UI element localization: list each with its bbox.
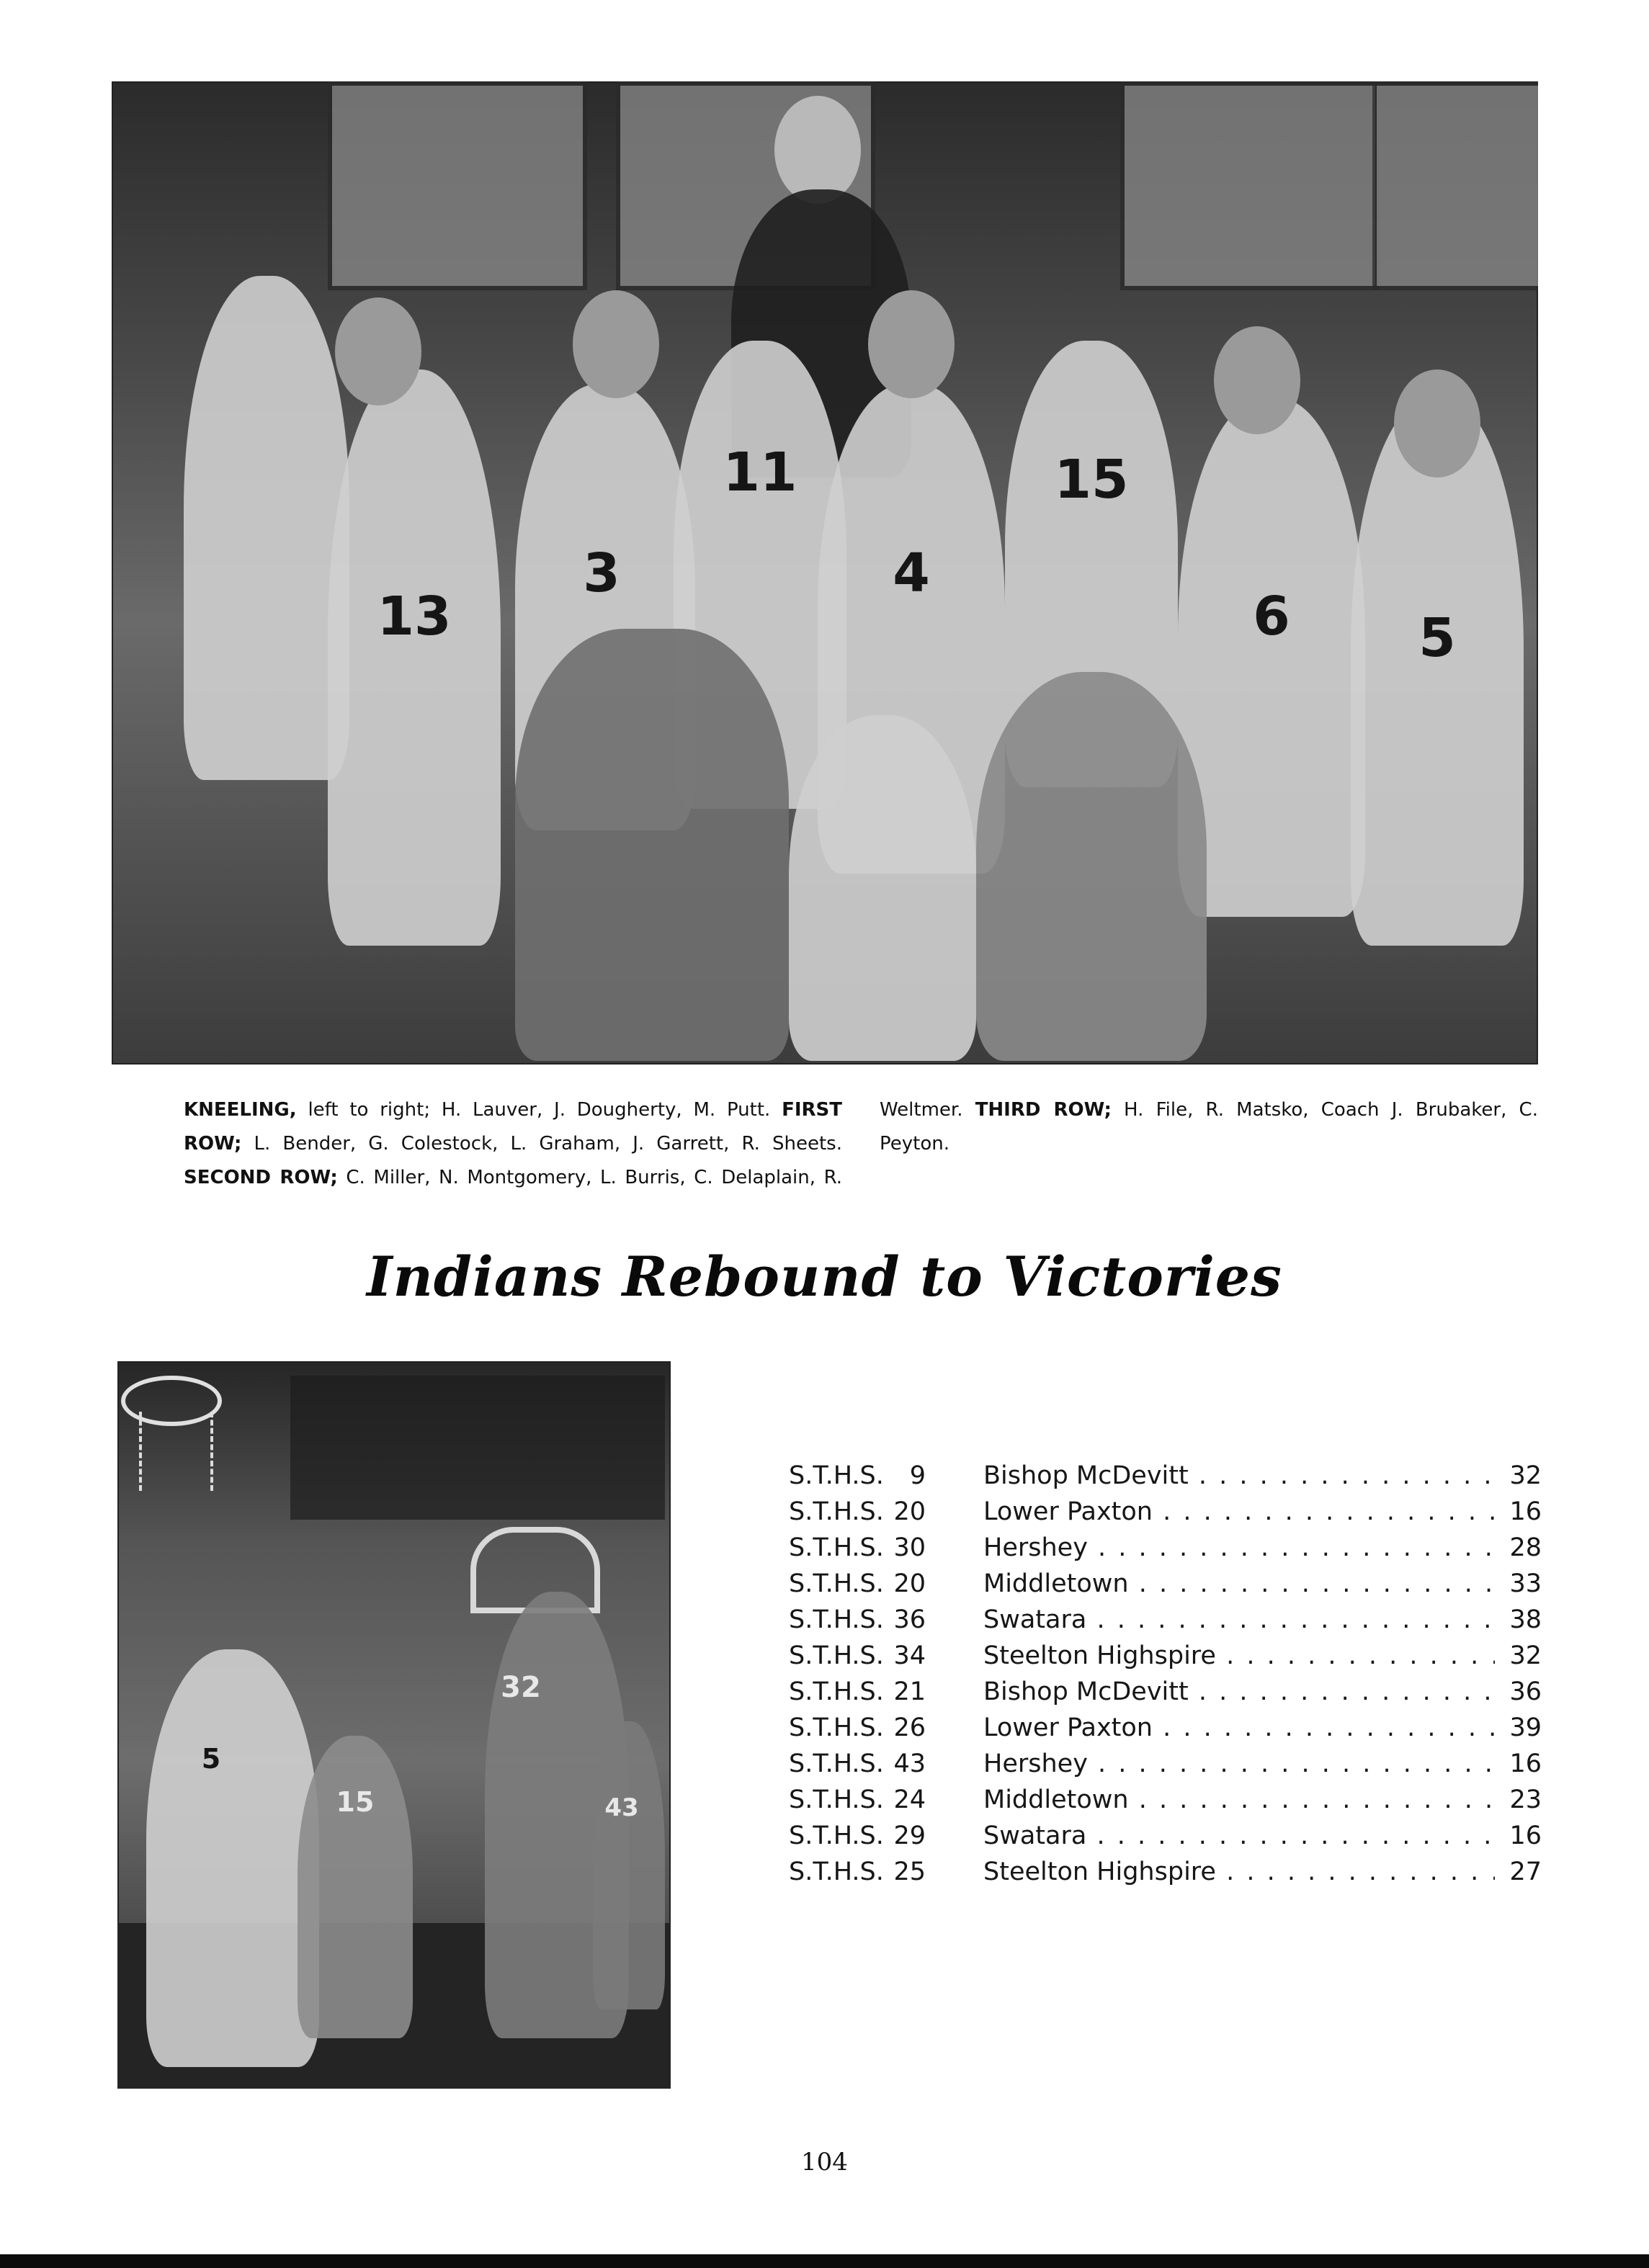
jersey-number: 5 <box>1418 607 1456 669</box>
caption-first-row-text: L. Bender, G. Colestock, L. Graham, J. Garrett, R. Sheets. <box>241 1133 842 1155</box>
caption-second-row-text: C. Miller, N. Montgomery, L. Burris, C. Delaplain, R. Weltmer. <box>337 1099 975 1188</box>
home-team: S.T.H.S. <box>789 1497 884 1526</box>
jersey-number: 6 <box>1253 586 1290 647</box>
opponent-score: 32 <box>1509 1461 1542 1490</box>
team-photo <box>112 81 1538 1064</box>
opponent-score: 28 <box>1509 1533 1542 1562</box>
home-score: 34 <box>893 1641 926 1670</box>
opponent-name: Bishop McDevitt . . . <box>983 1674 1495 1710</box>
home-score: 29 <box>893 1821 926 1850</box>
home-score: 21 <box>893 1677 926 1706</box>
opponent-name: Middletown . . . <box>983 1566 1495 1602</box>
kneeling-player <box>789 715 976 1061</box>
opponent-name: Hershey . . . <box>983 1530 1495 1566</box>
home-score: 43 <box>893 1749 926 1778</box>
jersey-number: 43 <box>604 1793 639 1822</box>
opponent-score: 39 <box>1509 1713 1542 1742</box>
jersey-number: 11 <box>723 442 797 503</box>
score-row <box>789 1638 1542 1674</box>
opponent-name: Lower Paxton . . . <box>983 1494 1495 1530</box>
coach-head <box>774 96 861 204</box>
opponent-score: 38 <box>1509 1605 1542 1634</box>
player-figure <box>146 1649 319 2067</box>
opponent-name: Middletown . . . <box>983 1782 1495 1818</box>
home-team: S.T.H.S. <box>789 1821 884 1850</box>
jersey-number: 4 <box>893 542 930 604</box>
gym-window <box>328 81 587 290</box>
home-score: 36 <box>893 1605 926 1634</box>
opponent-name: Steelton Highspire . . . <box>983 1638 1495 1674</box>
opponent-name: Lower Paxton . . . <box>983 1710 1495 1746</box>
home-team: S.T.H.S. <box>789 1569 884 1598</box>
page-headline: Indians Rebound to Victories <box>367 1245 1282 1309</box>
score-row <box>789 1674 1542 1710</box>
home-team: S.T.H.S. <box>789 1461 884 1490</box>
player-head <box>335 297 421 405</box>
jersey-number: 15 <box>336 1786 375 1818</box>
home-team: S.T.H.S. <box>789 1749 884 1778</box>
opponent-name: Steelton Highspire . . . <box>983 1854 1495 1890</box>
jersey-number: 3 <box>583 542 620 604</box>
caption-third-row-label: THIRD ROW; <box>975 1099 1112 1121</box>
caption-second-row-label: SECOND ROW; <box>184 1167 338 1188</box>
jersey-number: 13 <box>377 586 452 647</box>
basketball-net <box>139 1412 213 1491</box>
player-figure <box>184 276 349 780</box>
season-scores-table <box>789 1458 1542 1890</box>
player-head <box>1394 369 1480 478</box>
score-row <box>789 1566 1542 1602</box>
home-team: S.T.H.S. <box>789 1605 884 1634</box>
player-figure <box>593 1721 665 2009</box>
opponent-score: 33 <box>1509 1569 1542 1598</box>
photo-caption <box>184 1093 1538 1195</box>
opponent-score: 27 <box>1509 1857 1542 1886</box>
jersey-number: 32 <box>501 1671 541 1704</box>
home-score: 20 <box>893 1497 926 1526</box>
opponent-score: 16 <box>1509 1821 1542 1850</box>
score-row <box>789 1494 1542 1530</box>
home-score: 25 <box>893 1857 926 1886</box>
home-team: S.T.H.S. <box>789 1533 884 1562</box>
home-score: 30 <box>893 1533 926 1562</box>
opponent-score: 36 <box>1509 1677 1542 1706</box>
score-row <box>789 1602 1542 1638</box>
opponent-score: 23 <box>1509 1785 1542 1814</box>
home-team: S.T.H.S. <box>789 1677 884 1706</box>
caption-kneeling-text: left to right; H. Lauver, J. Dougherty, M. Putt. <box>296 1099 782 1121</box>
score-row <box>789 1782 1542 1818</box>
bottom-rule <box>0 2254 1649 2268</box>
kneeling-player-sweater <box>515 629 789 1061</box>
gym-window-grid <box>290 1376 665 1520</box>
score-row <box>789 1818 1542 1854</box>
opponent-score: 16 <box>1509 1749 1542 1778</box>
opponent-name: Hershey . . . <box>983 1746 1495 1782</box>
jersey-number: 5 <box>201 1743 221 1775</box>
caption-kneeling-label: KNEELING, <box>184 1099 297 1121</box>
game-action-photo <box>117 1361 671 2089</box>
gym-window <box>1372 81 1538 290</box>
score-row <box>789 1458 1542 1494</box>
kneeling-player-plaid <box>976 672 1207 1061</box>
opponent-name: Swatara . . . <box>983 1602 1495 1638</box>
home-score: 20 <box>893 1569 926 1598</box>
opponent-score: 32 <box>1509 1641 1542 1670</box>
opponent-name: Bishop McDevitt . . . <box>983 1458 1495 1494</box>
player-head <box>1214 326 1300 434</box>
player-figure <box>1351 398 1524 946</box>
home-team: S.T.H.S. <box>789 1857 884 1886</box>
player-head <box>868 290 955 398</box>
caption-third-row-text: H. File, R. Matsko, Coach J. Brubaker, C. Peyton. <box>880 1099 1538 1155</box>
jersey-number: 15 <box>1054 449 1129 511</box>
home-team: S.T.H.S. <box>789 1713 884 1742</box>
score-row <box>789 1746 1542 1782</box>
caption-first-row-label: FIRST ROW; <box>184 1099 842 1155</box>
score-row <box>789 1854 1542 1890</box>
score-row <box>789 1710 1542 1746</box>
page-number: 104 <box>801 2148 848 2177</box>
player-figure <box>328 369 501 946</box>
player-head <box>573 290 659 398</box>
opponent-name: Swatara . . . <box>983 1818 1495 1854</box>
home-score: 9 <box>909 1461 926 1490</box>
home-score: 24 <box>893 1785 926 1814</box>
home-team: S.T.H.S. <box>789 1785 884 1814</box>
gym-window <box>1120 81 1380 290</box>
home-team: S.T.H.S. <box>789 1641 884 1670</box>
opponent-score: 16 <box>1509 1497 1542 1526</box>
player-figure <box>298 1736 413 2038</box>
score-row <box>789 1530 1542 1566</box>
home-score: 26 <box>893 1713 926 1742</box>
